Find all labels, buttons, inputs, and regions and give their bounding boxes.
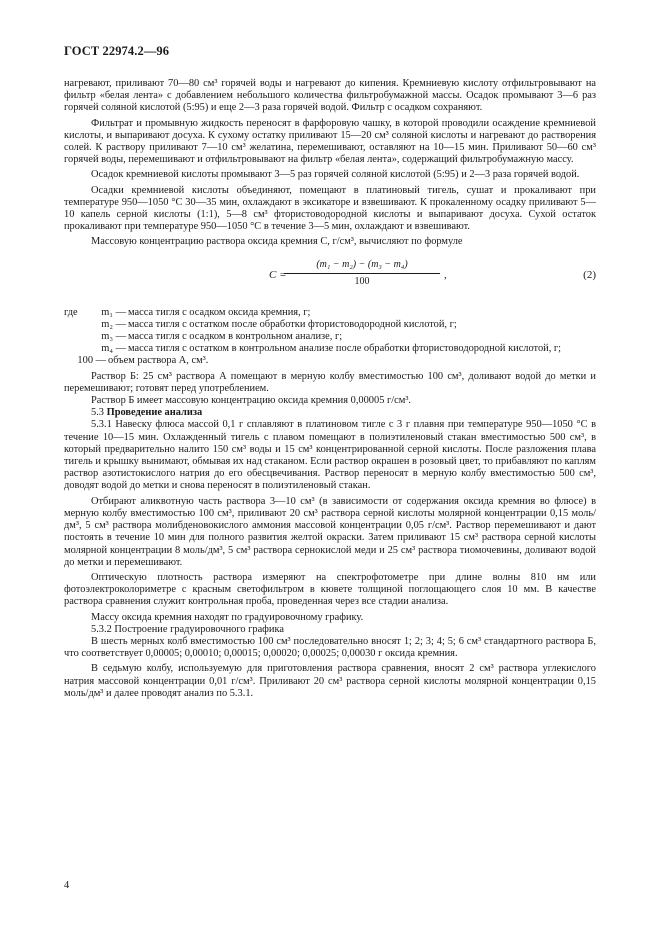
section-title: Проведение анализа — [106, 407, 203, 419]
section-heading-5-3 — [64, 407, 596, 419]
paragraph-6: Раствор Б: 25 см³ раствора А помещают в мерную колбу вместимостью 100 см³, доливают водой до метки и перемешивают; готовят перед употреблением. — [64, 370, 596, 394]
formula-lhs: C = — [269, 268, 287, 281]
page-body — [64, 78, 596, 700]
standard-header: ГОСТ 22974.2—96 — [64, 44, 170, 58]
where-symbol: m₄ — — [101, 343, 126, 355]
formula-comma: , — [444, 268, 447, 281]
paragraph-7: Раствор Б имеет массовую концентрацию оксида кремния 0,00005 г/см³. — [91, 395, 412, 407]
paragraph-5: Массовую концентрацию раствора оксида кремния С, г/см³, вычисляют по формуле — [91, 236, 463, 248]
paragraph-1: нагревают, приливают 70—80 см³ горячей воды и нагревают до кипения. Кремниевую кислоту отфильтровывают на фильтр «белая лента» с добавлением небольшого количества фильтробумажной массы. Осадок промывают 3—6 раз горячей соляной кислотой (5:95) и еще 2—3 раза горячей водой. Фильтр с осадком сохраняют. — [64, 78, 596, 114]
paragraph-13: В шесть мерных колб вместимостью 100 см³ последовательно вносят 1; 2; 3; 4; 5; 6 см³ стандартного раствора Б, что соответствует 0,00005; 0,00010; 0,00015; 0,00020; 0,00025; 0,00030 г оксида кремния. — [64, 635, 596, 660]
where-symbol: 100 — — [77, 355, 106, 367]
paragraph-3: Осадок кремниевой кислоты промывают 3—5 раз горячей соляной кислотой (5:95) и 2—3 раза горячей водой. — [91, 169, 580, 181]
paragraph-9: Отбирают аликвотную часть раствора 3—10 см³ (в зависимости от содержания оксида кремния во флюсе) в мерную колбу вместимостью 100 см³, приливают 20 см³ раствора серной кислоты молярной концентрации 0,15 моль/дм³, 5 см³ раствора молибденовокислого аммония массовой концентрации 0,05 г/см³. Раствор перемешивают и дают постоять в течение 10 мин для полного развития желтой окраски. Затем приливают 15 см³ раствора серной кислоты молярной концентрации 8 моль/дм³, 5 см³ раствора сернокислой меди и 25 см³ раствора тиомочевины, доливают водой до метки и перемешивают. — [64, 495, 596, 568]
section-heading-5-3-2: 5.3.2 Построение градуировочного графика — [91, 623, 284, 635]
where-list — [64, 307, 596, 368]
where-description: масса тигля с осадком оксида кремния, г; — [128, 306, 311, 318]
paragraph-2: Фильтрат и промывную жидкость переносят в фарфоровую чашку, в которой проводили осаждение кремниевой кислоты, и выпаривают досуха. К сухому остатку приливают 15—20 см³ соляной кислоты и нагревают до растворения солей. К раствору приливают 7—10 см³ желатина, перемешивают, оставляют на 10—15 мин. Приливают 50—60 см³ горячей воды, перемешивают и отфильтровывают на фильтр «белая лента», содержащий фильтробумажную массу. — [64, 117, 596, 166]
where-item — [64, 343, 596, 355]
formula-fraction — [284, 259, 440, 288]
where-description: масса тигля с осадком в контрольном анализе, г; — [128, 331, 343, 343]
where-description: масса тигля с остатком в контрольном анализе после обработки фтористоводородной кислотой, г; — [128, 343, 562, 355]
paragraph-4: Осадки кремниевой кислоты объединяют, помещают в платиновый тигель, сушат и прокаливают при температуре 950—1050 °С 30—35 мин, охлаждают в эксикаторе и взвешивают. К прокаленному осадку приливают 5—10 капель серной кислоты (1:1), 5—8 см³ фтористоводородной кислоты и выпаривают досуха. Сухой остаток прокаливают при температуре 950—1050 °С в течение 3—5 мин, охлаждают и взвешивают. — [64, 184, 596, 233]
where-symbol: m₃ — — [101, 331, 126, 343]
section-number: 5.3 — [91, 407, 104, 419]
where-symbol: m₁ — — [101, 306, 126, 318]
where-symbol: m₂ — — [101, 318, 126, 330]
paragraph-5-3-1: 5.3.1 Навеску флюса массой 0,1 г сплавляют в платиновом тигле с 3 г плавня при температуре 950—1050 °С в течение 10—15 мин. Охлажденный тигель с плавом помещают в полиэтиленовый стакан вместимостью 500 см³, в который предварительно налито 150 см³ воды и 15 см³ концентрированной серной кислоты. После разложения плава тигель и крышку вынимают, обмывая их над стаканом. Если раствор окрашен в розовый цвет, то прибавляют по каплям раствор азотистокислого натрия до его обесцвечивания. Раствор переносят в мерную колбу вместимостью 500 см³, доводят водой до метки и снова переносят в полиэтиленовый стакан. — [64, 419, 596, 492]
formula-number: (2) — [583, 268, 596, 281]
where-description: объем раствора А, см³. — [108, 355, 209, 367]
paragraph-10: Оптическую плотность раствора измеряют на спектрофотометре при длине волны 810 нм или фотоэлектроколориметре с красным светофильтром в кювете толщиной поглощающего слоя 10 мм. В качестве раствора сравнения служит контрольная проба, проведенная через все стадии анализа. — [64, 571, 596, 608]
where-description: масса тигля с остатком после обработки фтористоводородной кислотой, г; — [128, 318, 457, 330]
where-item — [64, 307, 596, 319]
where-item — [64, 331, 596, 343]
paragraph-11: Массу оксида кремния находят по градуировочному графику. — [91, 611, 364, 623]
formula-denominator: 100 — [354, 275, 370, 287]
where-item — [64, 355, 596, 367]
where-item — [64, 319, 596, 331]
page-number: 4 — [64, 880, 70, 891]
formula-2 — [64, 255, 596, 299]
where-lead: где — [64, 306, 78, 318]
paragraph-14: В седьмую колбу, используемую для приготовления раствора сравнения, вносят 2 см³ раствора углекислого натрия массовой концентрации 0,01 г/см³. Приливают 20 см³ раствора серной кислоты молярной концентрации 0,15 моль/дм³ и далее проводят анализ по 5.3.1. — [64, 663, 596, 699]
formula-numerator: (m₁ − m₂) − (m₃ − m₄) — [284, 259, 440, 274]
